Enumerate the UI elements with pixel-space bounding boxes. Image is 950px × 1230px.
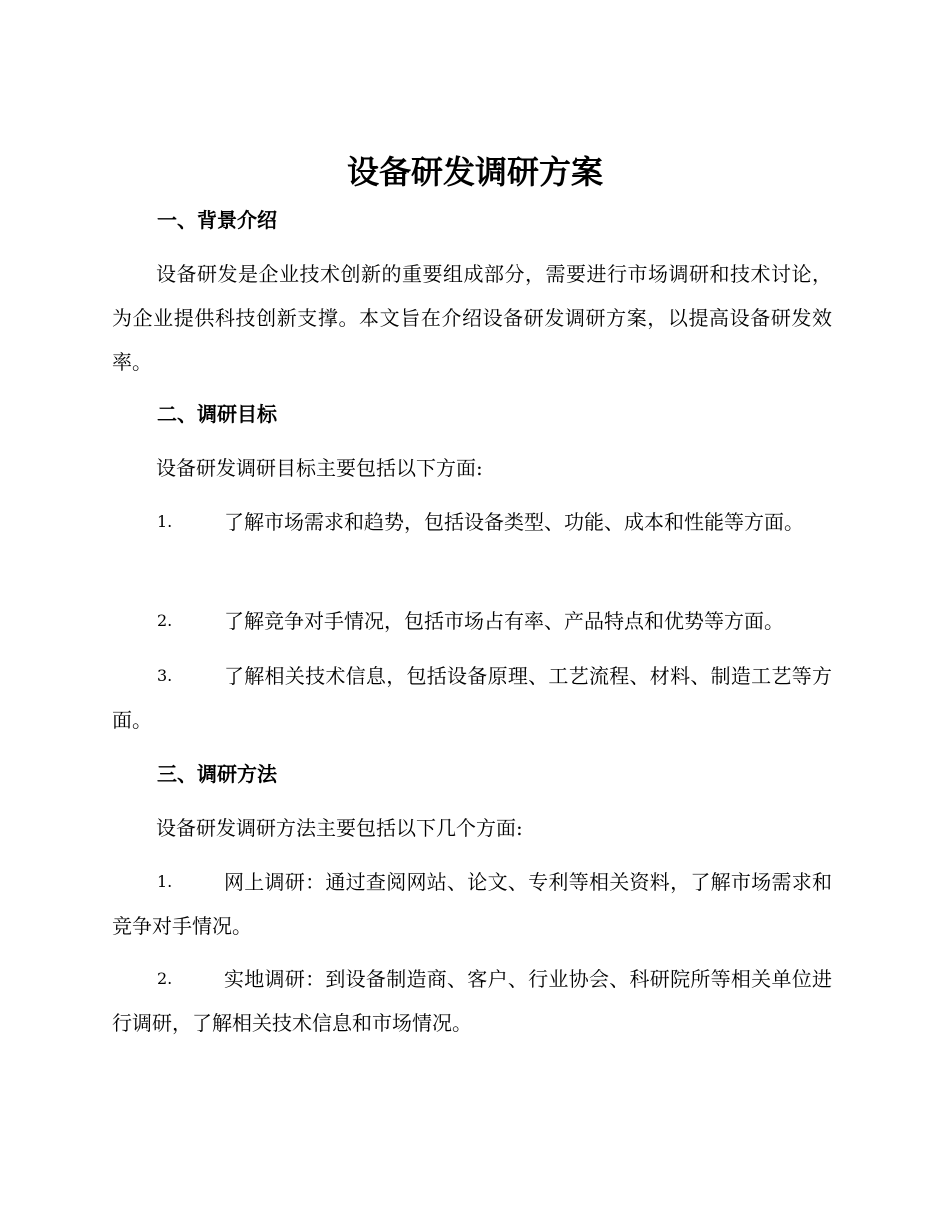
list-item-text: 了解市场需求和趋势，包括设备类型、功能、成本和性能等方面。 bbox=[224, 510, 804, 534]
list-item bbox=[112, 599, 832, 643]
list-item-text: 网上调研：通过查阅网站、论文、专利等相关资料，了解市场需求和竞争对手情况。 bbox=[112, 870, 832, 938]
list-item-number: 2. bbox=[157, 611, 173, 630]
document-title: 设备研发调研方案 bbox=[346, 153, 603, 191]
list-item-number: 2. bbox=[157, 969, 173, 988]
list-item-number: 3. bbox=[157, 666, 173, 685]
section-heading-methods: 三、调研方法 bbox=[157, 762, 277, 786]
list-item bbox=[112, 957, 832, 1045]
goals-intro-paragraph: 设备研发调研目标主要包括以下方面: bbox=[156, 456, 483, 480]
section-heading-goals: 二、调研目标 bbox=[157, 402, 277, 426]
background-paragraph: 设备研发是企业技术创新的重要组成部分，需要进行市场调研和技术讨论，为企业提供科技创新支撑。本文旨在介绍设备研发调研方案，以提高设备研发效率。 bbox=[112, 262, 832, 374]
list-item bbox=[112, 654, 832, 742]
list-item-text: 了解竞争对手情况，包括市场占有率、产品特点和优势等方面。 bbox=[224, 609, 784, 633]
list-item-number: 1. bbox=[157, 872, 173, 891]
list-item-number: 1. bbox=[157, 512, 173, 531]
methods-intro-paragraph: 设备研发调研方法主要包括以下几个方面: bbox=[156, 816, 523, 840]
list-item bbox=[112, 500, 832, 544]
list-item-text: 实地调研：到设备制造商、客户、行业协会、科研院所等相关单位进行调研，了解相关技术信息和市场情况。 bbox=[112, 967, 832, 1035]
list-item bbox=[112, 860, 832, 948]
list-item-text: 了解相关技术信息，包括设备原理、工艺流程、材料、制造工艺等方面。 bbox=[112, 664, 832, 732]
section-heading-background: 一、背景介绍 bbox=[157, 208, 277, 232]
